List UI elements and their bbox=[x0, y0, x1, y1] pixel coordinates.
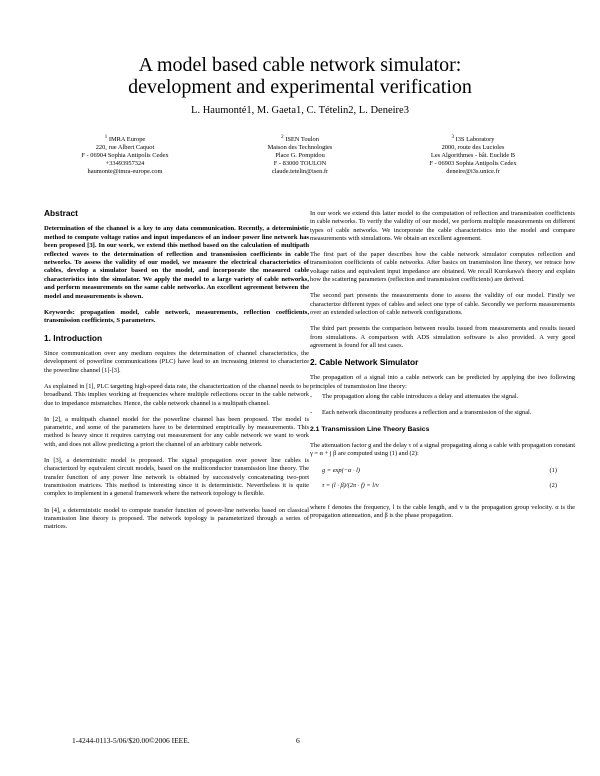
affiliation-line: ISEN Toulon bbox=[285, 136, 319, 144]
affiliation-email: haumonte@imra-europe.com bbox=[87, 168, 163, 176]
affiliation-email: deneire@i3s.unice.fr bbox=[446, 168, 500, 176]
page-number: 6 bbox=[296, 736, 300, 745]
bullet-text: Each network discontinuity produces a reflection and a transmission of the signal. bbox=[322, 409, 532, 417]
paper-title bbox=[0, 54, 600, 98]
subsection-heading: 2.1 Transmission Line Theory Basics bbox=[310, 425, 430, 433]
affiliation-sup: 3 bbox=[451, 135, 454, 140]
affiliation-line: F - 83000 TOULON bbox=[273, 160, 327, 168]
affiliation-1 bbox=[40, 134, 210, 176]
intro-paragraph: In [2], a multipath channel model for the powerline channel has been proposed. The model is parametric, and some of the parameters have to be determined empirically by measurements. This method is heavy since it requires carrying out measurement for any cable network we want to work with, and does not allow predicting a priori the channel of an arbitrary cable network. bbox=[44, 415, 309, 448]
abstract-heading: Abstract bbox=[44, 208, 78, 218]
section-2-intro: The propagation of a signal into a cable network can be predicted by applying the two following principles of transmission line theory: bbox=[310, 374, 575, 390]
equation-1-number: (1) bbox=[549, 466, 557, 474]
affiliation-2 bbox=[215, 134, 385, 176]
intro-paragraph: In [4], a deterministic model to compute transfer function of power-line networks based on classical transmission line theory is proposed. The network topology is parameterized through a series of matrices. bbox=[44, 506, 309, 531]
body-paragraph: The third part presents the comparison between results issued from measurements and results issued from simulations. A comparison with ADS simulation software is also provided. A very good agreement is found for all test cases. bbox=[310, 325, 575, 349]
affiliation-line: F - 06903 Sophia Antipolis Cedex bbox=[429, 160, 517, 168]
equation-2 bbox=[310, 482, 575, 494]
equation-1-body: g = exp(−α · l) bbox=[322, 466, 361, 474]
affiliation-line: Les Algorithmes - bât. Euclide B bbox=[430, 152, 516, 160]
bullet-item: - Each network discontinuity produces a reflection and a transmission of the signal. bbox=[310, 409, 532, 417]
affiliation-line: Place G. Pompidou bbox=[275, 152, 325, 160]
copyright-footer: 1-4244-0113-5/06/$20.00©2006 IEEE. bbox=[72, 736, 190, 745]
equation-2-body: τ = (l · β)/(2π · f) = l/v bbox=[322, 481, 379, 489]
closing-paragraph: where f denotes the frequency, l is the cable length, and v is the propagation group velocity. α is the propagation attenuation, and β is the phase propagation. bbox=[310, 503, 575, 519]
bullet-text: The propagation along the cable introduces a delay and attenuates the signal. bbox=[322, 393, 519, 401]
affiliation-line: +33493957324 bbox=[105, 160, 145, 168]
subsection-text: The attenuation factor g and the delay τ of a signal propagating along a cable with propagation constant γ = α + j β are computed using (1) and (2): bbox=[310, 441, 575, 458]
affiliation-line: IMRA Europe bbox=[108, 136, 146, 144]
equation-2-number: (2) bbox=[549, 481, 557, 489]
affiliation-line: F - 06904 Sophia Antipolis Cedex bbox=[81, 152, 169, 160]
body-paragraph: In our work we extend this latter model to the computation of reflection and transmission coefficients in cable networks. To verify the validity of our model, we perform multiple measurements on different types of cable networks. We incorporate the cable characteristics into the model and compare measurements with simulations. We obtain an excellent agreement. bbox=[310, 210, 575, 242]
abstract-text: Determination of the channel is a key to any data communication. Recently, a deterministic method to compute voltage ratios and input impedances of an indoor power line network has been proposed [3]. In our work, we extend this method based on the calculation of multipath reflected waves to the determination of reflection and transmission coefficients in cable networks. To assess the validity of our model, we measure the electrical characteristics of cables, develop a simulator based on the model, and incorporate the measured cable characteristics into the simulator. We apply the model to a large variety of cable networks, and perform measurements on the same cable networks. An excellent agreement between the model and measurements is shown. bbox=[44, 225, 309, 300]
body-paragraph: The second part presents the measurements done to assess the validity of our model. Firstly we characterize different types of cables and select one type of cable. Secondly we perform measurements over an extended selection of cable network configurations. bbox=[310, 292, 575, 316]
section-2-heading: 2. Cable Network Simulator bbox=[310, 357, 419, 368]
affiliation-3 bbox=[388, 134, 558, 176]
intro-paragraph: Since communication over any medium requires the determination of channel characteristics, the development of powerline communications (PLC) have lead to an increasing interest to characterize the powerline channel [1]-[3]. bbox=[44, 350, 309, 374]
keywords: Keywords: propagation model, cable network, measurements, reflection coefficients, transmission coefficients, S parameters. bbox=[44, 308, 309, 325]
title-line-2: development and experimental verification bbox=[128, 76, 472, 98]
affiliation-email: claude.tetelin@isen.fr bbox=[271, 168, 329, 176]
body-paragraph: The first part of the paper describes how the cable network simulator computes reflection and transmission coefficients of cable networks. After basics on transmission line theory, we retrace how voltage ratios and equivalent input impedance are obtained. We recall Kurokawa's theory and explain how the scattering parameters (reflection and transmission coefficients) are derived. bbox=[310, 251, 575, 284]
intro-paragraph: In [3], a deterministic model is proposed. The signal propagation over power line cables is characterized by equivalent circuit models, based on the multiconductor transmission line theory. The transfer function of any power line network is obtained by successively concatenating two-port transmission matrices. This method is interesting since it is deterministic. Nevertheless it is quite complex to implement in a general framework where the network topology is flexible. bbox=[44, 457, 309, 498]
title-line-1: A model based cable network simulator: bbox=[138, 54, 462, 76]
left-column bbox=[44, 205, 309, 539]
author-list: L. Haumonté1, M. Gaeta1, C. Tételin2, L. Deneire3 bbox=[191, 105, 409, 116]
affiliation-line: 2000, route des Lucioles bbox=[441, 144, 505, 152]
affiliation-sup: 2 bbox=[281, 135, 284, 140]
bullet-item: - The propagation along the cable introduces a delay and attenuates the signal. bbox=[310, 393, 519, 401]
affiliation-line: I3S Laboratory bbox=[455, 136, 495, 144]
intro-heading: 1. Introduction bbox=[44, 332, 103, 343]
affiliation-line: 220, rue Albert Caquot bbox=[95, 144, 155, 152]
affiliation-sup: 1 bbox=[104, 135, 108, 140]
right-column bbox=[310, 210, 575, 528]
equation-1 bbox=[310, 467, 575, 479]
intro-paragraph: As explained in [1], PLC targeting high-speed data rate, the characterization of the channel needs to be broadband. This implies working at frequencies where multiple reflections occur in the cable network due to impedance mismatches. Hence, the cable network channel is a multipath channel. bbox=[44, 382, 309, 407]
affiliation-line: Maison des Technologies bbox=[267, 144, 333, 152]
